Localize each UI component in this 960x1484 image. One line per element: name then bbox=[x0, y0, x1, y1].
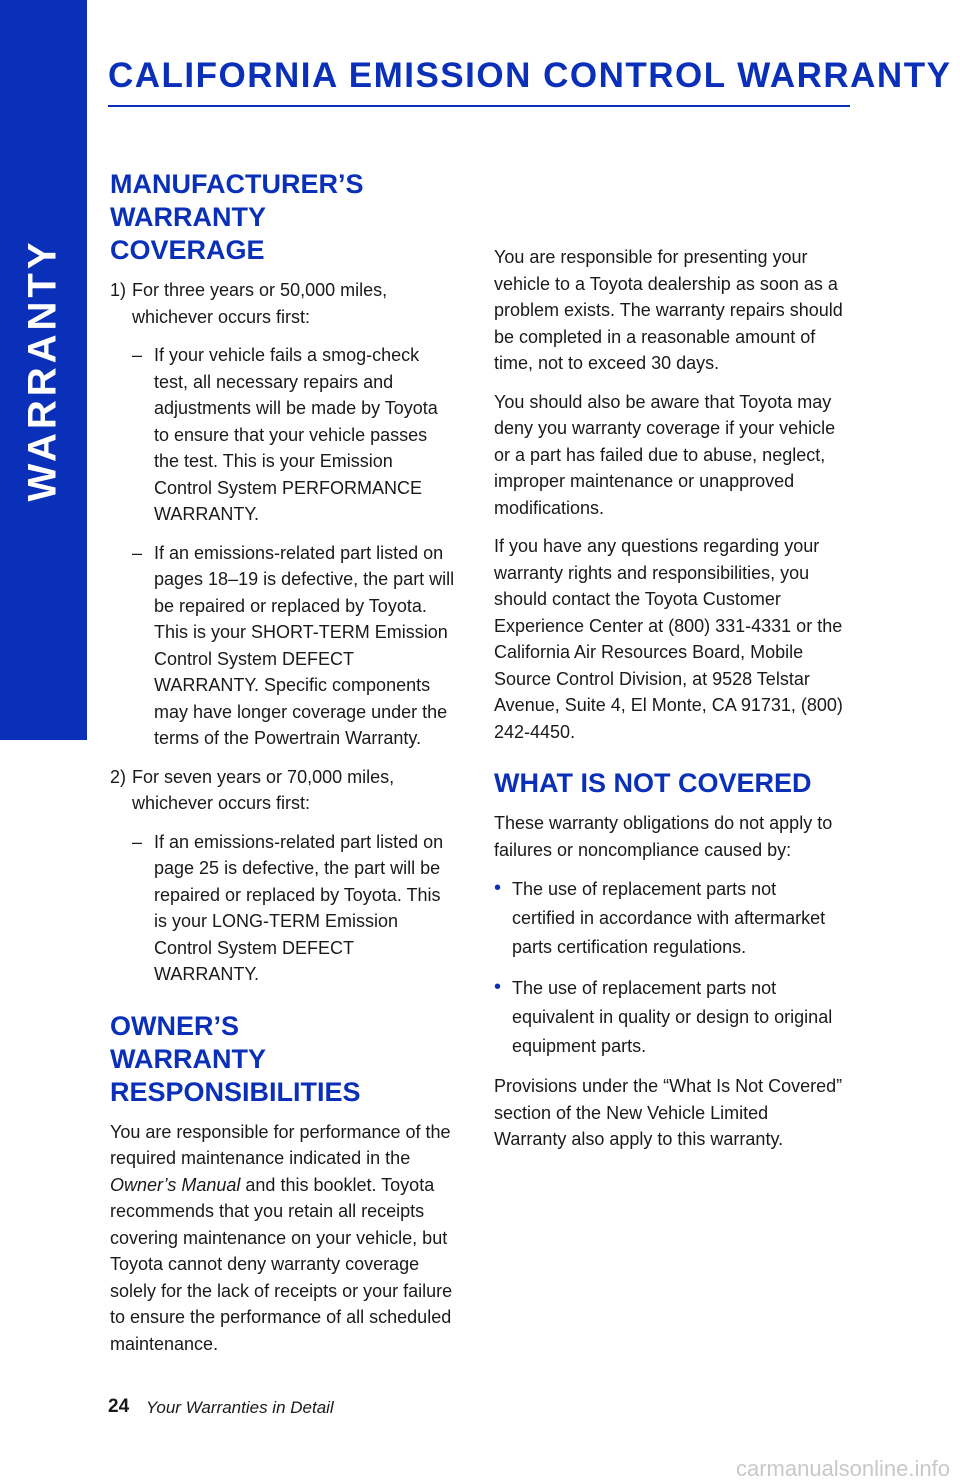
sidebar-tab bbox=[0, 0, 87, 740]
bullet-text: The use of replacement parts not certified in accordance with aftermarket parts certification regulations. bbox=[512, 879, 826, 957]
owners-manual-title: Owner’s Manual bbox=[110, 1174, 241, 1195]
item-text: For three years or 50,000 miles, whichever occurs first: bbox=[132, 280, 388, 327]
title-divider bbox=[108, 105, 850, 107]
right-column bbox=[494, 244, 844, 1165]
subitem-text: If an emissions-related part listed on pages 18–19 is defective, the part will be repaired or replaced by Toyota. This is your SHORT-TERM Emission Control System DEFECT WARRANTY. Specific components may have longer coverage under the terms of the Powertrain Warranty. bbox=[154, 542, 455, 748]
item-number: 2) bbox=[110, 766, 127, 787]
right-paragraph: If you have any questions regarding your warranty rights and responsibilities, you should contact the Toyota Customer Experience Center at (800) 331-4331 or the California Air Resources Board, Mobile Source Control Division, at 9528 Telstar Avenue, Suite 4, El Monte, CA 91731, (800) 242-4450. bbox=[494, 536, 843, 742]
bullet-icon: • bbox=[494, 877, 502, 899]
coverage-item-1 bbox=[110, 277, 455, 330]
owner-text-end: and this booklet. Toyota recommends that you retain all receipts covering maintenance on your vehicle, but Toyota cannot deny warranty coverage solely for the lack of receipts or your failure to ensure the performance of all scheduled maintenance. bbox=[110, 1174, 453, 1354]
item-text: For seven years or 70,000 miles, whichever occurs first: bbox=[132, 766, 395, 813]
left-column bbox=[110, 168, 455, 1369]
footer-section-title: Your Warranties in Detail bbox=[146, 1398, 334, 1417]
sidebar-label: WARRANTY bbox=[20, 238, 65, 502]
bullet-text: The use of replacement parts not equivalent in quality or design to original equipment parts. bbox=[512, 978, 833, 1056]
owner-text-start: You are responsible for performance of the required maintenance indicated in the bbox=[110, 1121, 451, 1168]
list-item bbox=[494, 875, 844, 962]
subitem-text: If an emissions-related part listed on page 25 is defective, the part will be repaired or replaced by Toyota. This is your LONG-TERM Emission Control System DEFECT WARRANTY. bbox=[154, 831, 444, 984]
bullet-icon: • bbox=[494, 976, 502, 998]
list-item bbox=[494, 974, 844, 1061]
heading-manufacturer-coverage: MANUFACTURER’S WARRANTY COVERAGE bbox=[110, 169, 364, 265]
coverage-subitem bbox=[132, 540, 455, 752]
dash-marker: – bbox=[132, 831, 143, 852]
heading-owner-responsibilities: OWNER’S WARRANTY RESPONSIBILITIES bbox=[110, 1010, 361, 1107]
subitem-text: If your vehicle fails a smog-check test, all necessary repairs and adjustments will be made by Toyota to ensure that your vehicle passes the test. This is your Emission Control System PERFORMANCE WARRANTY. bbox=[154, 345, 438, 524]
right-paragraph: You are responsible for presenting your vehicle to a Toyota dealership as soon as a problem exists. The warranty repairs should be completed in a reasonable amount of time, not to exceed 30 days. bbox=[494, 247, 843, 373]
owner-paragraph bbox=[110, 1119, 455, 1358]
not-covered-intro: These warranty obligations do not apply to failures or noncompliance caused by: bbox=[494, 813, 833, 860]
dash-marker: – bbox=[132, 345, 143, 365]
provisions-paragraph: Provisions under the “What Is Not Covered” section of the New Vehicle Limited Warranty also apply to this warranty. bbox=[494, 1076, 843, 1149]
dash-marker: – bbox=[132, 542, 143, 563]
coverage-item-2 bbox=[110, 764, 455, 817]
page-title: CALIFORNIA EMISSION CONTROL WARRANTY bbox=[108, 56, 952, 95]
page-number: 24 bbox=[108, 1396, 130, 1417]
item-number: 1) bbox=[110, 280, 127, 300]
heading-not-covered: WHAT IS NOT COVERED bbox=[494, 768, 812, 798]
coverage-subitem bbox=[132, 342, 455, 528]
coverage-subitem bbox=[132, 829, 455, 988]
watermark: carmanualsonline.info bbox=[735, 1456, 950, 1481]
right-paragraph: You should also be aware that Toyota may deny you warranty coverage if your vehicle or a part has failed due to abuse, neglect, improper maintenance or unapproved modifications. bbox=[494, 391, 836, 518]
